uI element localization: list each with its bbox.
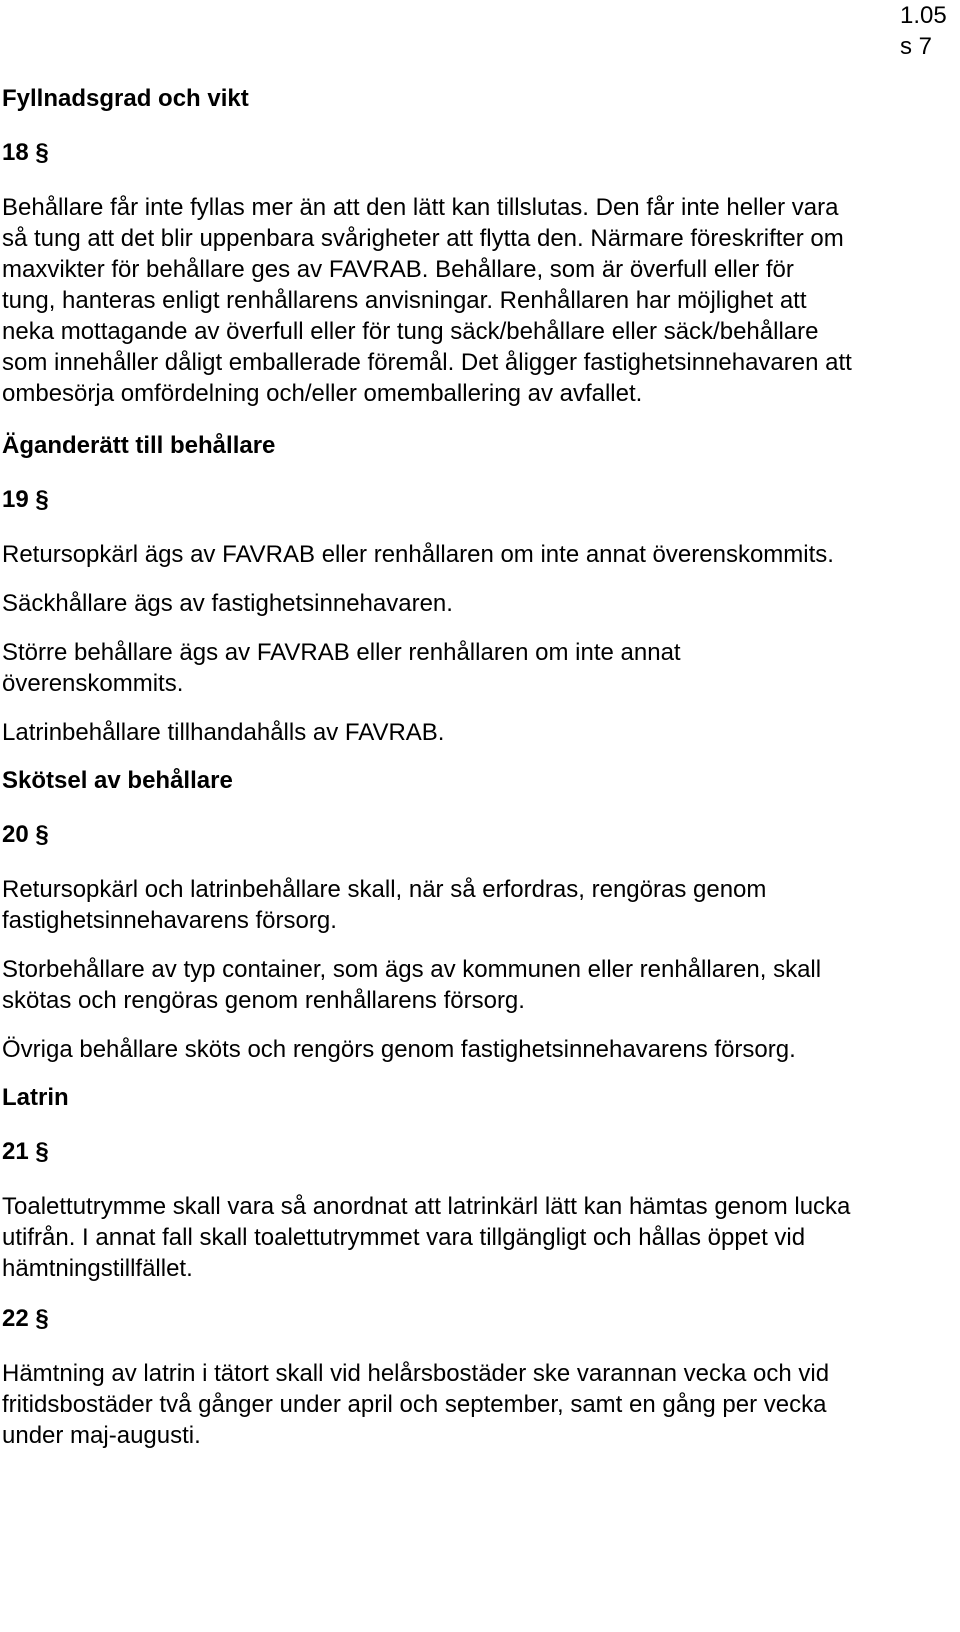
document-body <box>2 80 852 1451</box>
paragraph-number-18: 18 § <box>2 139 49 166</box>
version-number: 1.05 <box>900 2 947 29</box>
paragraph-20-text-3: Övriga behållare sköts och rengörs genom fastighetsinnehavarens försorg. <box>2 1036 796 1063</box>
page-header <box>900 0 960 62</box>
paragraph-number-19: 19 § <box>2 486 49 513</box>
paragraph-number-20: 20 § <box>2 821 49 848</box>
page-number: s 7 <box>900 33 933 60</box>
paragraph-number-22: 22 § <box>2 1305 49 1332</box>
paragraph-21-text: Toalettutrymme skall vara så anordnat att latrinkärl lätt kan hämtas genom lucka utifrån. I annat fall skall toalettutrymmet vara tillgängligt och hållas öppet vid hämtningstillfället. <box>2 1193 851 1282</box>
paragraph-number-21: 21 § <box>2 1138 49 1165</box>
section-heading-aganderatt: Äganderätt till behållare <box>2 432 276 459</box>
section-heading-fyllnadsgrad: Fyllnadsgrad och vikt <box>2 85 249 112</box>
section-heading-skotsel: Skötsel av behållare <box>2 767 233 794</box>
section-heading-latrin: Latrin <box>2 1084 69 1111</box>
paragraph-19-text-1: Retursopkärl ägs av FAVRAB eller renhållaren om inte annat överenskommits. <box>2 541 834 568</box>
paragraph-22-text: Hämtning av latrin i tätort skall vid helårsbostäder ske varannan vecka och vid fritidsbostäder två gånger under april och september, samt en gång per vecka under maj-augusti. <box>2 1360 830 1449</box>
paragraph-18-text: Behållare får inte fyllas mer än att den lätt kan tillslutas. Den får inte heller vara så tung att det blir uppenbara svårigheter att flytta den. Närmare föreskrifter om maxvikter för behållare ges av FAVRAB. Behållare, som är överfull eller för tung, hanteras enligt renhållarens anvisningar. Renhållaren har möjlighet att neka mottagande av överfull eller för tung säck/behållare eller säck/behållare som innehåller dåligt emballerade föremål. Det åligger fastighetsinnehavaren att ombesörja omfördelning och/eller omemballering av avfallet. <box>2 194 852 407</box>
paragraph-20-text-1: Retursopkärl och latrinbehållare skall, när så erfordras, rengöras genom fastighetsinnehavarens försorg. <box>2 876 767 934</box>
paragraph-19-text-2: Säckhållare ägs av fastighetsinnehavaren. <box>2 590 453 617</box>
paragraph-19-text-3: Större behållare ägs av FAVRAB eller renhållaren om inte annat överenskommits. <box>2 639 681 697</box>
paragraph-19-text-4: Latrinbehållare tillhandahålls av FAVRAB. <box>2 719 445 746</box>
paragraph-20-text-2: Storbehållare av typ container, som ägs av kommunen eller renhållaren, skall skötas och rengöras genom renhållarens försorg. <box>2 956 822 1014</box>
